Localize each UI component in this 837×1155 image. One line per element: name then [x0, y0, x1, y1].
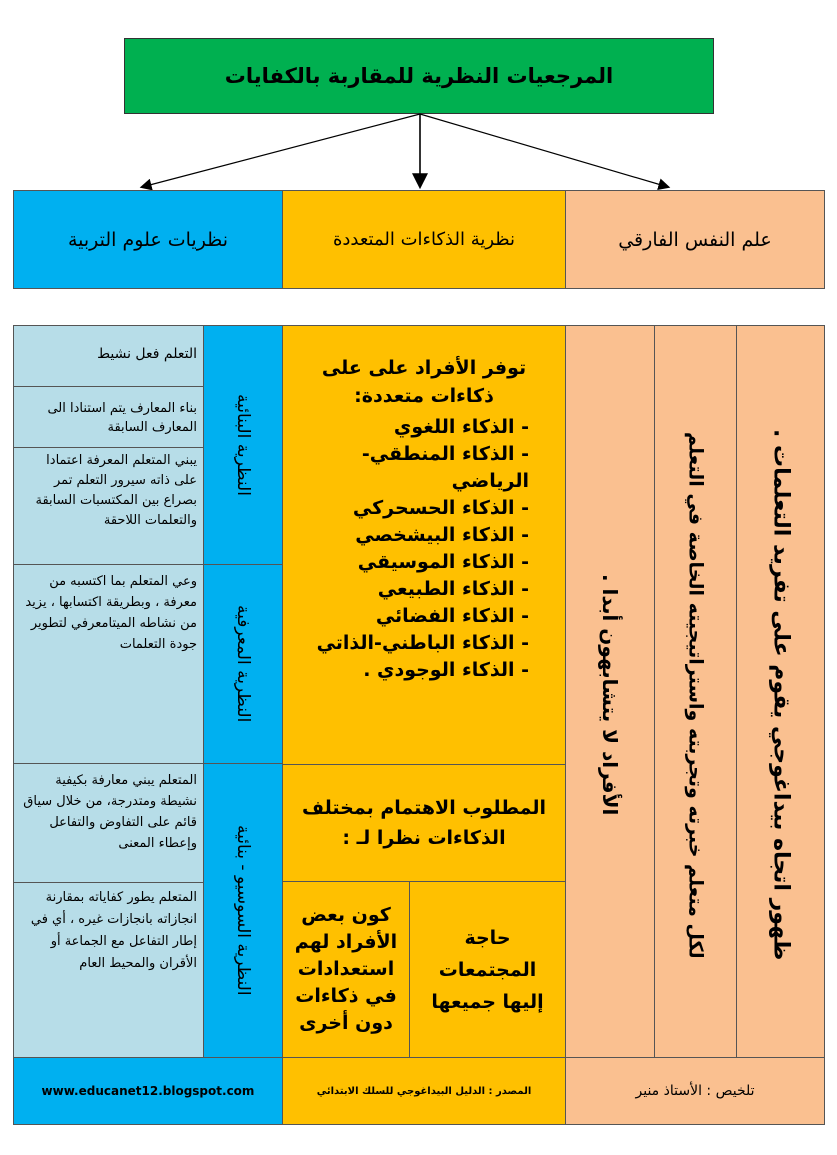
- reason-right-text: حاجة المجتمعات إليها جميعها: [431, 926, 544, 1013]
- arrow-right: [420, 114, 668, 187]
- footer-website[interactable]: www.educanet12.blogspot.com: [41, 1084, 255, 1098]
- cell-interaction: [13, 882, 204, 1058]
- cell-metacognition-text: وعي المتعلم بما اكتسبه من معرفة ، وبطريقة اكتسابها ، يزيد من نشاطه الميتامعرفي لتطوير جودة التعلمات: [25, 574, 197, 652]
- intelligence-item: - الذكاء الفضائي: [375, 605, 529, 627]
- intelligence-item: - الذكاء الحسحركي: [352, 497, 529, 519]
- footer-right: [565, 1057, 825, 1125]
- intelligence-item: - الذكاء البيشخصي: [355, 524, 529, 546]
- intelligence-item: - الذكاء الموسيقي: [357, 551, 529, 573]
- cell-self-construction-text: يبني المتعلم المعرفة اعتمادا على ذاته سيرور التعلم تمر بصراع بين المكتسبات السابقة والتعلمات اللاحقة: [35, 453, 197, 528]
- header-right-label: علم النفس الفارقي: [618, 228, 772, 251]
- footer-left: [13, 1057, 283, 1125]
- cell-prior-knowledge-text: بناء المعارف يتم استنادا الى المعارف السابقة: [47, 401, 197, 435]
- cell-negotiation: [13, 763, 204, 883]
- intelligence-item: - الذكاء الطبيعي: [377, 578, 529, 600]
- header-left: [13, 190, 283, 289]
- theory-constructivist: [203, 325, 283, 565]
- intelligences-list: [313, 414, 535, 684]
- cell-prior-knowledge: [13, 386, 204, 448]
- footer-source: المصدر : الدليل البيداغوجي للسلك الابتدائي: [316, 1085, 532, 1097]
- reason-left-text: كون بعض الأفراد لهم استعدادات في ذكاءات دون أخرى: [294, 904, 398, 1034]
- cell-metacognition: [13, 564, 204, 764]
- cell-self-construction: [13, 447, 204, 565]
- intelligences-intro: توفر الأفراد على على ذكاءات متعددة:: [321, 357, 527, 407]
- cell-negotiation-text: المتعلم يبني معارفة بكيفية نشيطة ومتدرجة، من خلال سياق قائم على التفاوض والتفاعل وإعطاء المعنى: [23, 773, 197, 851]
- diagram-title: المرجعيات النظرية للمقاربة بالكفايات: [224, 64, 614, 88]
- connector-arrows: [0, 0, 837, 200]
- peach-col-3: [566, 345, 654, 1045]
- intelligence-item: - الذكاء اللغوي: [393, 416, 529, 438]
- required-box: [282, 764, 566, 882]
- arrow-left: [142, 114, 420, 187]
- intelligence-item: - الذكاء المنطقي-الرياضي: [361, 443, 529, 492]
- header-middle: [282, 190, 566, 289]
- reason-left-box: [282, 881, 410, 1058]
- theory-constructivist-label: النظرية البنائية: [233, 394, 253, 496]
- intelligence-item: - الذكاء الباطني-الذاتي: [316, 632, 529, 654]
- cell-interaction-text: المتعلم يطور كفاياته بمقارنة انجازاته بانجازات غيره ، أي في إطار التفاعل مع الجماعة أو الأقران والمحيط العام: [30, 890, 197, 971]
- reason-right-box: [409, 881, 566, 1058]
- header-right: [565, 190, 825, 289]
- footer-author: تلخيص : الأستاذ منير: [635, 1083, 755, 1099]
- theory-socio-label: النظرية السوسيو - بنائية: [233, 825, 253, 996]
- header-middle-label: نظرية الذكاءات المتعددة: [332, 229, 516, 250]
- peach-col-3-text: الأفراد لا يتشابهون أبدا .: [598, 574, 622, 816]
- theory-cognitive: [203, 564, 283, 764]
- peach-col-2: [655, 345, 736, 1045]
- cell-active-learning: [13, 325, 204, 387]
- theory-cognitive-label: النظرية المعرفية: [233, 605, 253, 723]
- intelligences-box: [282, 325, 566, 765]
- peach-col-1: [737, 345, 825, 1045]
- intelligence-item: - الذكاء الوجودي .: [363, 659, 529, 681]
- footer-middle: [282, 1057, 566, 1125]
- peach-col-1-text: ظهور اتجاه بيداغوجي يقوم على تفريد التعلمات .: [768, 429, 794, 961]
- required-text: المطلوب الاهتمام بمختلف الذكاءات نظرا لـ :: [302, 797, 546, 849]
- theory-socio: [203, 763, 283, 1058]
- cell-active-learning-text: التعلم فعل نشيط: [97, 346, 197, 362]
- peach-col-2-text: لكل متعلم خبرته وتجربته واستراتيجيته الخاصة في التعلم: [684, 431, 707, 959]
- header-left-label: نظريات علوم التربية: [67, 228, 229, 251]
